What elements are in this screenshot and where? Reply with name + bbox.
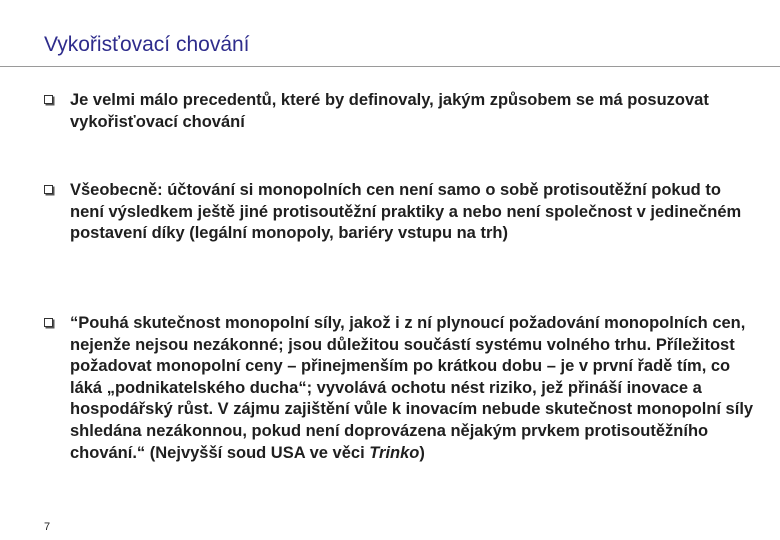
slide-title: Vykořisťovací chování — [44, 33, 250, 56]
bullet-text: Je velmi málo precedentů, které by definovaly, jakým způsobem se má posuzovat vykořisťovací chování — [70, 91, 709, 131]
bullet-item — [44, 180, 754, 245]
checkbox-bullet-icon — [44, 318, 53, 327]
bullet-item — [44, 90, 754, 133]
page-number: 7 — [44, 521, 51, 533]
quote-closing: ) — [419, 443, 425, 462]
checkbox-bullet-icon — [44, 95, 53, 104]
bullet-quote-text — [70, 313, 754, 464]
quote-body: “Pouhá skutečnost monopolní síly, jakož i z ní plynoucí požadování monopolních cen, nejenže nejsou nezákonné; jsou důležitou součástí systému volného trhu. Příležitost požadovat monopolní ceny – přinejmenším po krátkou dobu – je v první řadě tím, co láká „podnikatelského ducha“; vyvolává ochotu nést riziko, jež přináší inovace a hospodářský růst. V zájmu zajištění vůle k inovacím nebude skutečnost monopolní síly shledána nezákonnou, pokud není doprovázena nějakým prvkem protisoutěžního chování.“ (Nejvyšší soud USA ve věci — [70, 314, 754, 462]
case-name: Trinko — [369, 443, 420, 462]
title-divider — [0, 66, 780, 67]
checkbox-bullet-icon — [44, 185, 53, 194]
bullet-item — [44, 313, 754, 464]
bullet-text: Všeobecně: účtování si monopolních cen není samo o sobě protisoutěžní pokud to není výsledkem ještě jiné protisoutěžní praktiky a nebo není společnost v jedinečném postavení díky (legální monopoly, bariéry vstupu na trh) — [70, 181, 742, 243]
